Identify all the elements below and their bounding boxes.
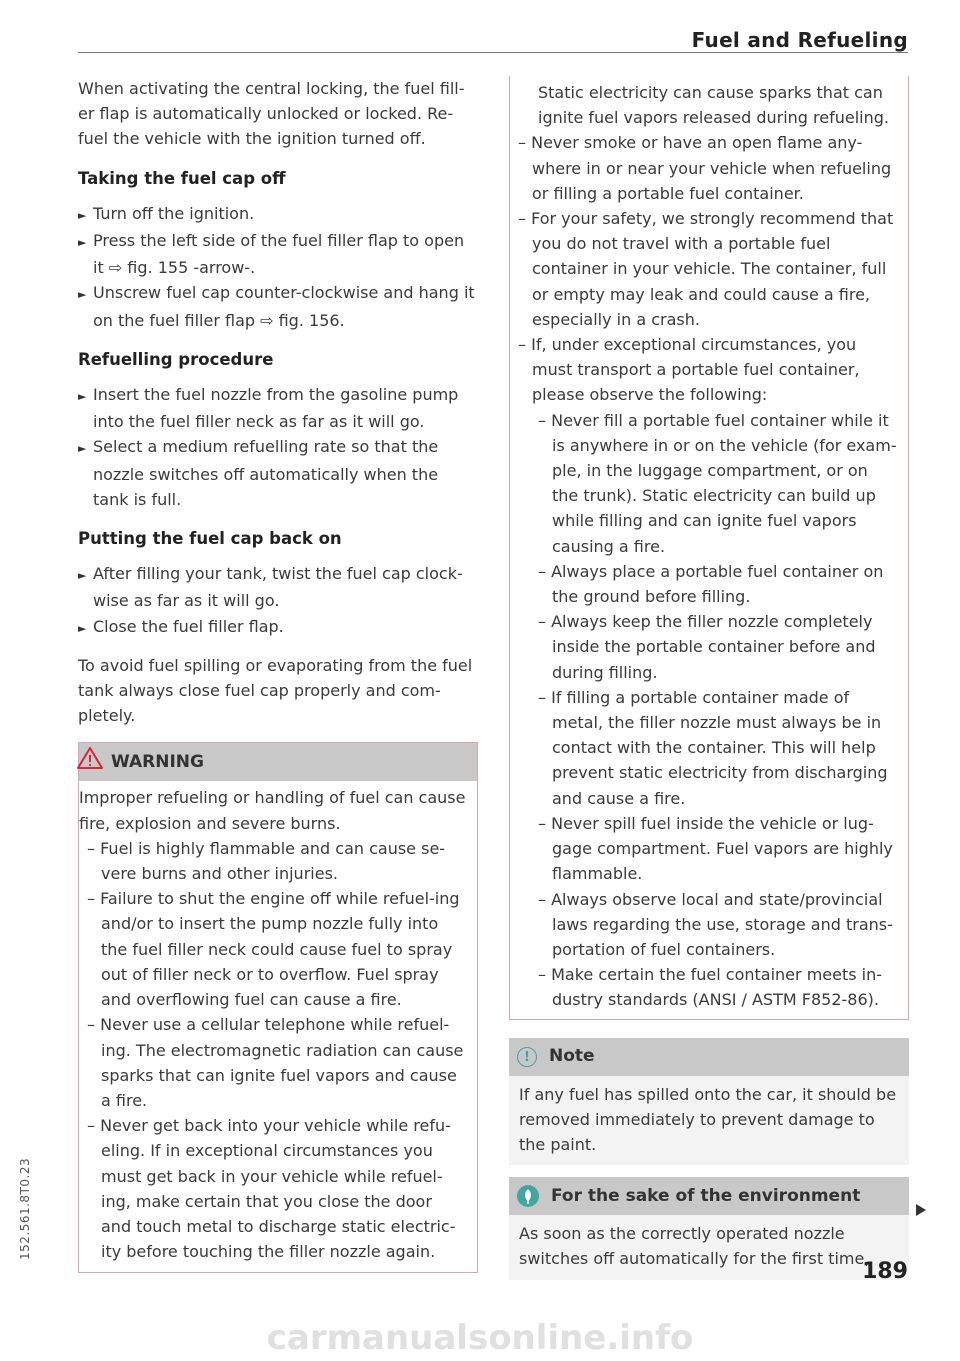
bullet-arrow-icon: ► [78,288,87,302]
closing-paragraph: To avoid fuel spilling or evaporating from the fuel tank always close fuel cap properly and com-pletely. [78,655,473,726]
warning-box [78,742,478,1273]
watermark: carmanualsonline.info [266,1318,694,1358]
environment-header [509,1177,909,1215]
bullet-arrow-icon: ► [78,208,87,222]
list-item: ► After filling your tank, twist the fuel cap clock-wise as far as it will go. [78,564,463,611]
note-title: Note [549,1045,595,1066]
right-column [509,76,909,1280]
side-code: 152.561.8T0.23 [18,1157,32,1260]
list-item: ► Turn off the ignition. [78,201,478,228]
left-column [78,76,478,1273]
environment-title: For the sake of the environment [551,1185,861,1206]
note-header [509,1038,909,1076]
note-body: If any fuel has spilled onto the car, it should be removed immediately to prevent damage to the paint. [509,1076,909,1166]
bullet-arrow-icon: ► [78,569,87,583]
intro-paragraph: When activating the central locking, the fuel fill-er flap is automatically unlocked or locked. Re-fuel the vehicle with the ignition turned off. [78,79,465,149]
warning-title: WARNING [111,751,204,772]
warning-continued-lead: Static electricity can cause sparks that can ignite fuel vapors released during refueling. [538,83,890,128]
list-item: – If filling a portable container made of metal, the filler nozzle must always be in contact with the container. This will help prevent static electricity from discharging and cause a fire. [538,687,888,808]
list-item: – Always observe local and state/provincial laws regarding the use, storage and trans-portation of fuel containers. [538,889,893,959]
list-item: – Never fill a portable fuel container while it is anywhere in or on the vehicle (for exam-ple, in the luggage compartment, or on the trunk). Static electricity can build up while filling and can ignite fuel vapors causing a fire. [538,410,897,556]
list-item: ► Press the left side of the fuel filler flap to open it ⇨ fig. 155 -arrow-. [78,231,465,278]
warning-lead: Improper refueling or handling of fuel can cause fire, explosion and severe burns. [79,788,466,833]
bullet-arrow-icon: ► [78,621,87,635]
heading-taking-cap-off: Taking the fuel cap off [78,168,286,188]
note-box [509,1038,909,1166]
list-item: – Never get back into your vehicle while refu-eling. If in exceptional circumstances you must get back in your vehicle while refuel-ing, make certain that you close the door and touch metal to discharge static electric-ity before touching the filler nozzle again. [87,1116,456,1262]
warning-body [79,781,477,1272]
list-item: – Failure to shut the engine off while refuel-ing and/or to insert the pump nozzle fully into the fuel filler neck could cause fuel to spray out of filler neck or to overflow. Fuel spray and overflowing fuel can cause a fire. [87,889,460,1010]
bullet-arrow-icon: ► [78,390,87,404]
list-item: – Never use a cellular telephone while refuel-ing. The electromagnetic radiation can cause sparks that can ignite fuel vapors and cause a fire. [87,1015,464,1110]
list-item: ► Unscrew fuel cap counter-clockwise and hang it on the fuel filler flap ⇨ fig. 156. [78,283,475,330]
list-item: ► Insert the fuel nozzle from the gasoline pump into the fuel filler neck as far as it will go. [78,385,459,432]
leaf-icon [517,1185,539,1207]
warning-header [79,743,477,781]
environment-body: As soon as the correctly operated nozzle switches off automatically for the first time, [509,1215,909,1279]
heading-refuelling-procedure: Refuelling procedure [78,349,274,369]
bullet-arrow-icon: ► [78,442,87,456]
heading-putting-cap-back: Putting the fuel cap back on [78,529,342,549]
list-item: ► Select a medium refuelling rate so that the nozzle switches off automatically when the tank is full. [78,437,439,509]
list-item: – Always keep the filler nozzle completely inside the portable container before and during filling. [538,612,876,682]
list-item: – Always place a portable fuel container on the ground before filling. [538,561,884,607]
header-rule [78,52,908,53]
page-number: 189 [862,1259,908,1284]
list-item: – Make certain the fuel container meets in-dustry standards (ANSI / ASTM F852-86). [538,965,883,1010]
list-item: – Never spill fuel inside the vehicle or lug-gage compartment. Fuel vapors are highly flammable. [538,813,893,884]
warning-triangle-icon [77,747,103,777]
section-title: Fuel and Refueling [691,28,908,52]
list-item: – For your safety, we strongly recommend that you do not travel with a portable fuel container in your vehicle. The container, full or empty may leak and could cause a fire, especially in a crash. [518,209,894,329]
list-item: – If, under exceptional circumstances, you must transport a portable fuel container, please observe the following: [518,335,860,405]
environment-box [509,1177,909,1279]
list-item: – Fuel is highly flammable and can cause se-vere burns and other injuries. [87,838,446,884]
warning-continuation-box [509,76,909,1020]
info-circle-icon: ! [517,1047,537,1067]
list-item: ► Close the fuel filler flap. [78,614,478,641]
bullet-arrow-icon: ► [78,236,87,250]
continue-arrow-icon [916,1204,926,1216]
list-item: – Never smoke or have an open flame any-where in or near your vehicle when refueling or filling a portable fuel container. [518,133,892,203]
